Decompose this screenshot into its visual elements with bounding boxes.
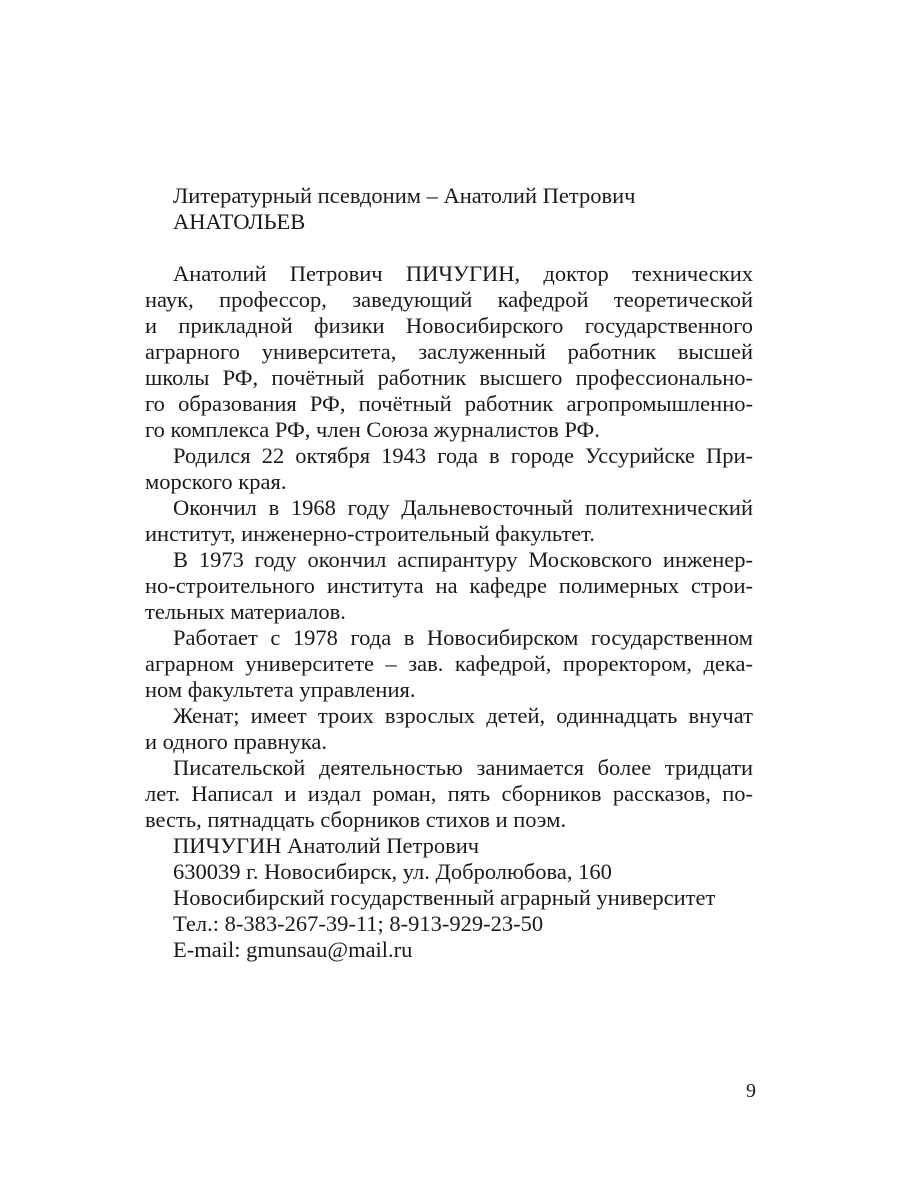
bio-p6-line-1: Женат; имеет троих взрослых детей, одиннадцать внучат bbox=[173, 703, 753, 728]
pseudonym-paragraph bbox=[145, 183, 753, 235]
bio-p6-line-2: и одного правнука. bbox=[145, 729, 327, 754]
paragraph-spacer bbox=[145, 235, 753, 261]
bio-paragraph-7 bbox=[145, 755, 753, 833]
bio-p1-line-4: аграрного университета, заслуженный работник высшей bbox=[145, 339, 753, 364]
pseudonym-line-2: АНАТОЛЬЕВ bbox=[173, 209, 306, 234]
contact-address: 630039 г. Новосибирск, ул. Добролюбова, 160 bbox=[173, 859, 612, 884]
bio-p7-line-1: Писательской деятельностью занимается более тридцати bbox=[173, 755, 753, 780]
bio-p2-line-1: Родился 22 октября 1943 года в городе Уссурийске При- bbox=[173, 443, 753, 468]
bio-paragraph-5 bbox=[145, 625, 753, 703]
bio-p5-line-1: Работает с 1978 года в Новосибирском государственном bbox=[173, 625, 753, 650]
bio-p4-line-3: тельных материалов. bbox=[145, 599, 346, 624]
bio-paragraph-1 bbox=[145, 261, 753, 443]
bio-p2-line-2: морского края. bbox=[145, 469, 287, 494]
bio-p1-line-5: школы РФ, почётный работник высшего профессионально- bbox=[145, 365, 753, 390]
bio-p1-line-6: го образования РФ, почётный работник агропромышленно- bbox=[145, 391, 753, 416]
contact-organization: Новосибирский государственный аграрный университет bbox=[173, 885, 716, 910]
bio-p1-line-3: и прикладной физики Новосибирского государственного bbox=[145, 313, 753, 338]
bio-p1-line-1: Анатолий Петрович ПИЧУГИН, доктор технических bbox=[173, 261, 753, 286]
contact-name: ПИЧУГИН Анатолий Петрович bbox=[173, 833, 480, 858]
bio-paragraph-3 bbox=[145, 495, 753, 547]
bio-p7-line-2: лет. Написал и издал роман, пять сборников рассказов, по- bbox=[145, 781, 753, 806]
bio-p5-line-2: аграрном университете – зав. кафедрой, проректором, дека- bbox=[145, 651, 753, 676]
bio-p3-line-2: институт, инженерно-строительный факультет. bbox=[145, 521, 595, 546]
bio-p5-line-3: ном факультета управления. bbox=[145, 677, 416, 702]
bio-p3-line-1: Окончил в 1968 году Дальневосточный политехнический bbox=[173, 495, 753, 520]
bio-paragraph-6 bbox=[145, 703, 753, 755]
bio-p4-line-1: В 1973 году окончил аспирантуру Московского инженер- bbox=[173, 547, 753, 572]
pseudonym-line-1: Литературный псевдоним – Анатолий Петрович bbox=[173, 183, 636, 208]
contact-email: E-mail: gmunsau@mail.ru bbox=[173, 937, 413, 962]
contact-block bbox=[145, 833, 753, 963]
bio-paragraph-4 bbox=[145, 547, 753, 625]
bio-p7-line-3: весть, пятнадцать сборников стихов и поэм. bbox=[145, 807, 567, 832]
page-number: 9 bbox=[746, 1080, 756, 1102]
bio-p1-line-7: го комплекса РФ, член Союза журналистов РФ. bbox=[145, 417, 600, 442]
contact-phone: Тел.: 8-383-267-39-11; 8-913-929-23-50 bbox=[173, 911, 544, 936]
bio-p1-line-2: наук, профессор, заведующий кафедрой теоретической bbox=[145, 287, 753, 312]
bio-paragraph-2 bbox=[145, 443, 753, 495]
page-body bbox=[145, 183, 753, 963]
bio-p4-line-2: но-строительного института на кафедре полимерных строи- bbox=[145, 573, 753, 598]
